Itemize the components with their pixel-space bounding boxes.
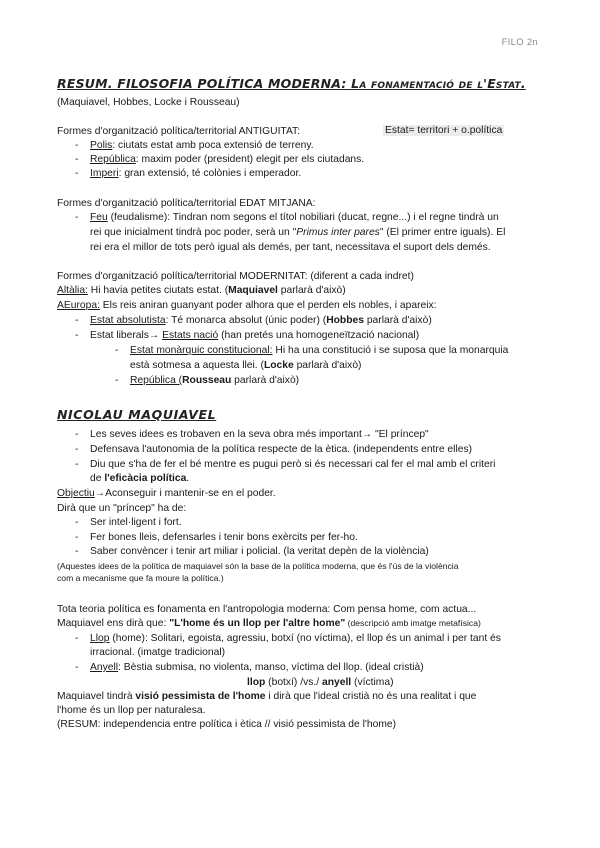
pessimism-line-continuation: l'home és un llop per naturalesa. (57, 705, 206, 716)
text: Ser intel·ligent i fort. (90, 517, 182, 528)
text: : Bèstia submisa, no violenta, manso, víctima del llop. (ideal cristià) (118, 662, 424, 673)
bullet-dash: - (115, 345, 119, 356)
list-item (75, 545, 429, 558)
text: Maquiavel ens dirà que: (57, 618, 170, 629)
term: Objectiu (57, 488, 95, 499)
bullet-dash: - (75, 517, 79, 528)
term: Estat absolutista (90, 315, 166, 326)
state-definition: Estat= territori + o.política (385, 125, 503, 136)
term: Polis (90, 140, 113, 151)
list-item (75, 443, 473, 456)
sub-list-item (115, 374, 300, 387)
bullet-dash: - (75, 212, 79, 223)
definition: : maxim poder (president) elegit per els ciutadans. (135, 154, 365, 165)
text: Els reis aniran guanyant poder alhora que el perden els nobles, i apareix: (99, 300, 437, 311)
term: AEuropa: (57, 300, 100, 311)
text: Fer bones lleis, defensarles i tenir bons exèrcits per fer-ho. (90, 532, 358, 543)
list-item-continuation (90, 472, 189, 485)
term: Imperi (90, 168, 119, 179)
page-header-label: FILO 2n (501, 37, 538, 48)
definition: : ciutats estat amb poca extensió de terreny. (112, 140, 314, 151)
term: República (90, 154, 136, 165)
term: República ( (130, 375, 183, 386)
italia-line (57, 284, 346, 297)
sub-list-item (115, 344, 509, 357)
text: Diu que s'ha de fer el bé mentre es pugui però si és necessari cal fer el mal amb el criteri (90, 459, 496, 470)
europa-line (57, 299, 437, 312)
text: (víctima) (351, 677, 394, 688)
list-item-continuation: irracional. (imatge tradicional) (90, 647, 226, 658)
term: Llop (90, 633, 110, 644)
bullet-dash: - (75, 532, 79, 543)
text: (feudalisme): Tindran nom segons el títol nobiliari (ducat, regne...) i el regne tindrà un (107, 212, 499, 223)
title-subtitle: La fonamentació de l'Estat. (351, 76, 526, 91)
list-item-continuation: rei era el millor de tots però igual als demés, per tant, necessitava el suport dels demés. (90, 242, 491, 253)
text: Maquiavel tindrà (57, 691, 136, 702)
modernitat-heading: Formes d'organització política/territorial MODERNITAT: (diferent a cada indret) (57, 271, 414, 282)
list-item (75, 661, 424, 674)
note-line: (Aquestes idees de la política de maquiavel són la base de la política moderna, que és l'ús de la violència (57, 561, 459, 571)
antiguitat-heading: Formes d'organització política/territorial ANTIGUITAT: (57, 126, 301, 137)
text: . (186, 473, 190, 484)
text: parlarà d'això) (231, 375, 300, 386)
text: rei que inicialment tindrà poc poder, serà un " (90, 227, 297, 238)
text: " (El primer entre iguals). El (379, 227, 506, 238)
text: Hi ha una constitució i se suposa que la monarquia (272, 345, 509, 356)
bullet-dash: - (75, 140, 79, 151)
term: Altàlia: (57, 285, 88, 296)
document-title (57, 76, 526, 91)
term: anyell (321, 677, 352, 688)
text: Les seves idees es trobaven en la seva obra més important→ "El príncep" (90, 429, 429, 440)
author-name: Maquiavel (228, 285, 278, 296)
text: Hi havia petites ciutats estat. ( (87, 285, 229, 296)
note: (descripció amb imatge metafísica) (345, 618, 481, 628)
summary-line: (RESUM: independencia entre política i ètica // visió pessimista de l'home) (57, 719, 397, 730)
anthropology-line: Tota teoria política es fonamenta en l'antropologia moderna: Com pensa home, com actua... (57, 604, 477, 615)
bullet-dash: - (75, 154, 79, 165)
text: i dirà que l'ideal cristià no és una realitat i que (265, 691, 477, 702)
list-item (75, 153, 365, 166)
text: parlarà d'això) (277, 285, 346, 296)
list-item-continuation (90, 226, 505, 239)
author-name: Hobbes (326, 315, 364, 326)
text: (home): Solitari, egoista, agressiu, botxí (no víctima), el llop és un animal i per tant és (109, 633, 501, 644)
term: Estats nació (162, 330, 219, 341)
text: està sotmesa a aquesta llei. ( (130, 360, 264, 371)
quote-line (57, 617, 481, 630)
authors-line: (Maquiavel, Hobbes, Locke i Rousseau) (57, 97, 240, 108)
text: (han pretés una homogeneïtzació nacional) (218, 330, 420, 341)
definition: : gran extensió, té colònies i emperador. (118, 168, 302, 179)
bullet-dash: - (115, 375, 119, 386)
note-line: com a mecanisme que fa moure la política.) (57, 573, 224, 583)
text: Defensava l'autonomia de la política respecte de la ètica. (independents entre elles) (90, 444, 473, 455)
text: de (90, 473, 105, 484)
bullet-dash: - (75, 459, 79, 470)
bullet-dash: - (75, 633, 79, 644)
text: →Aconseguir i mantenir-se en el poder. (94, 488, 276, 499)
famous-quote: "L'home és un llop per l'altre home" (169, 618, 346, 629)
bullet-dash: - (75, 444, 79, 455)
text: Saber convèncer i tenir art miliar i policial. (la veritat depèn de la violència) (90, 546, 429, 557)
bullet-dash: - (75, 315, 79, 326)
pessimism-line (57, 690, 476, 703)
section-heading-maquiavel: NICOLAU MAQUIAVEL (57, 407, 217, 422)
list-item (75, 516, 182, 529)
list-item (75, 211, 499, 224)
term: Feu (90, 212, 108, 223)
bullet-dash: - (75, 662, 79, 673)
key-concept: visió pessimista de l'home (135, 691, 266, 702)
list-item (75, 428, 429, 441)
title-main: RESUM. FILOSOFIA POLÍTICA MODERNA: (57, 76, 347, 91)
list-item (75, 167, 302, 180)
list-item (75, 329, 420, 342)
bullet-dash: - (75, 330, 79, 341)
text: (botxí) /vs./ (265, 677, 322, 688)
list-item (75, 314, 432, 327)
text: Estat liberals→ (90, 330, 163, 341)
latin-phrase: Primus inter pares (296, 227, 380, 238)
bullet-dash: - (75, 546, 79, 557)
bullet-dash: - (75, 429, 79, 440)
edat-mitjana-heading: Formes d'organització política/territorial EDAT MITJANA: (57, 198, 316, 209)
llop-vs-anyell (247, 676, 394, 689)
text: parlarà d'això) (363, 315, 432, 326)
sub-list-item-continuation (130, 359, 362, 372)
author-name: Locke (263, 360, 294, 371)
text: parlarà d'això) (293, 360, 362, 371)
list-item (75, 632, 501, 645)
term: llop (247, 677, 266, 688)
list-item (75, 139, 314, 152)
author-name: Rousseau (182, 375, 232, 386)
princep-intro: Dirà que un "príncep" ha de: (57, 503, 187, 514)
key-concept: l'eficàcia política (104, 473, 187, 484)
term: Estat monàrquic constitucional: (130, 345, 273, 356)
term: Anyell (90, 662, 119, 673)
list-item (75, 458, 496, 471)
list-item (75, 531, 358, 544)
text: : Té monarca absolut (únic poder) ( (165, 315, 327, 326)
objective-line (57, 487, 276, 500)
bullet-dash: - (75, 168, 79, 179)
